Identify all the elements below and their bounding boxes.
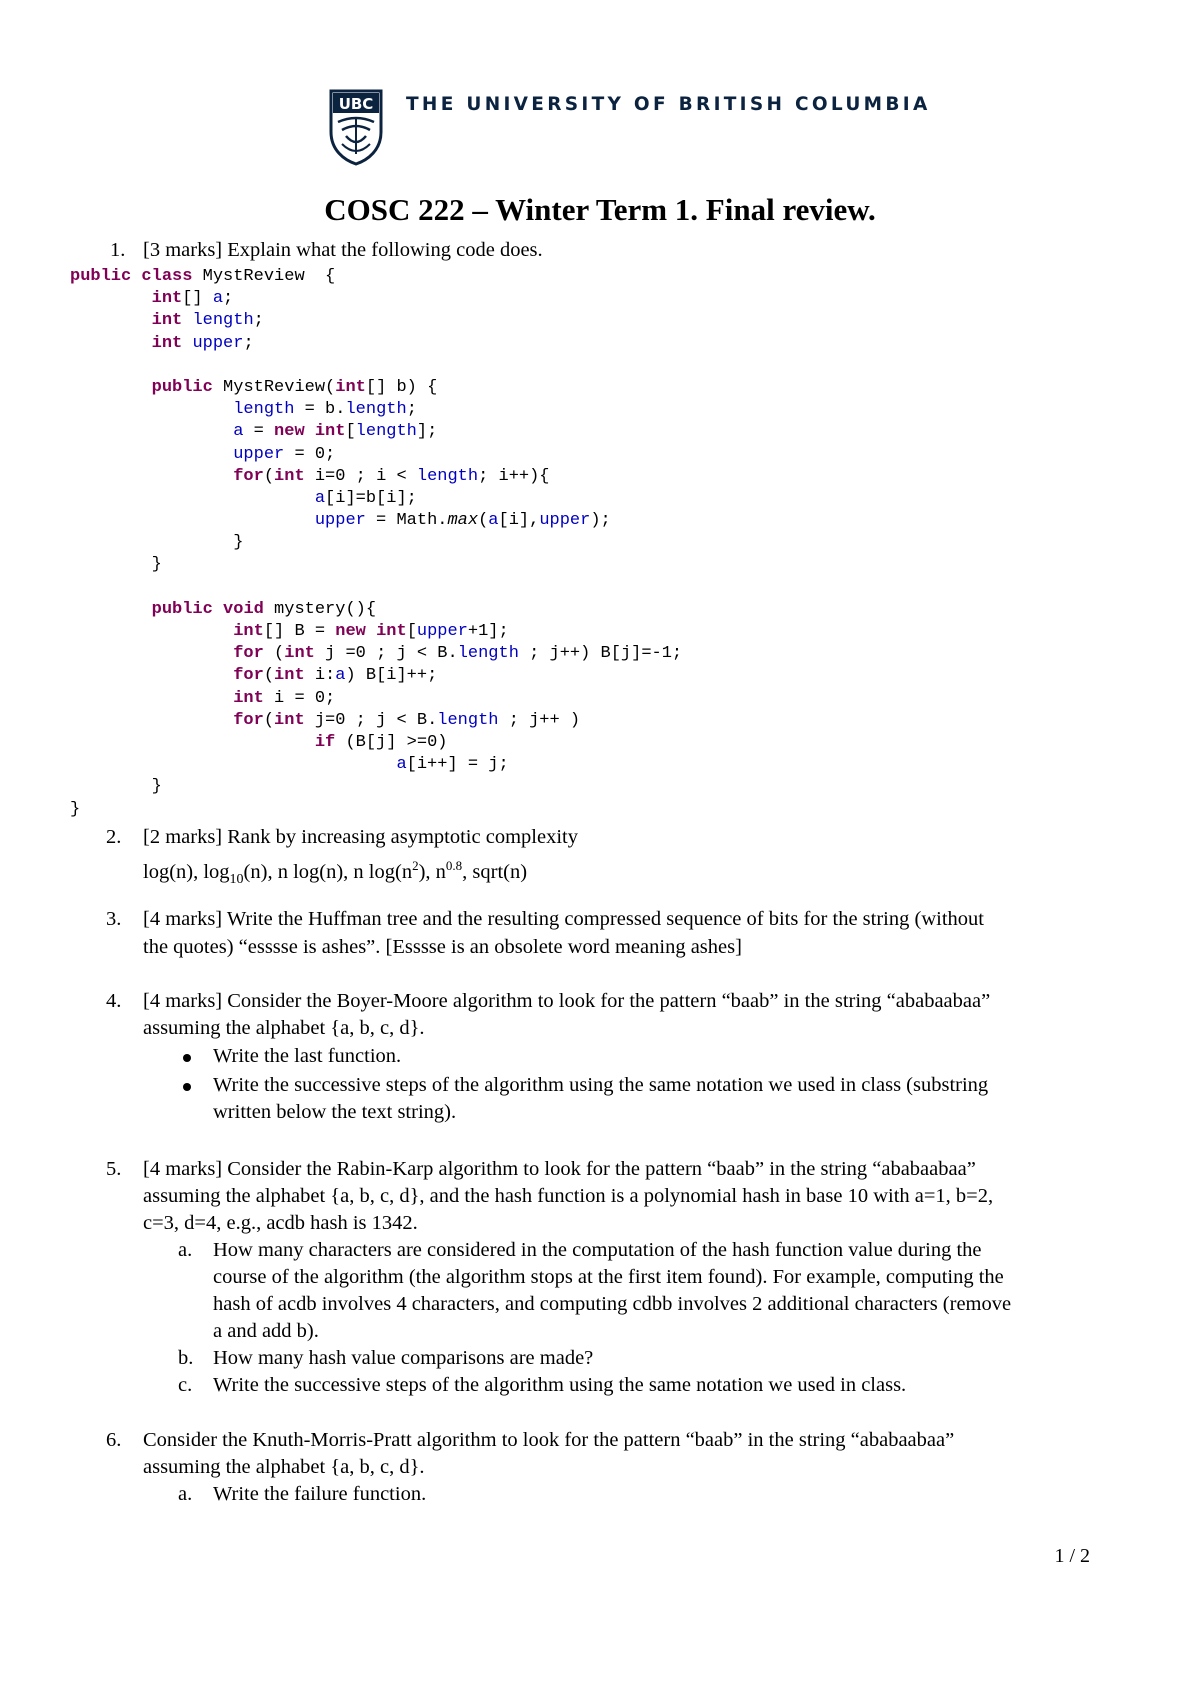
code-token: [i++] = j; xyxy=(406,755,509,775)
code-token: = xyxy=(243,422,275,442)
code-token: int xyxy=(274,466,305,486)
code-token xyxy=(70,400,233,419)
code-token: ); xyxy=(590,511,611,531)
code-line xyxy=(70,665,682,687)
code-token: for xyxy=(233,710,264,730)
code-listing xyxy=(70,266,682,821)
code-token: int xyxy=(274,666,305,686)
q5-b-label: b. xyxy=(178,1347,194,1369)
code-token: a xyxy=(396,755,407,775)
code-token: } xyxy=(70,777,162,797)
crest-text: UBC xyxy=(338,95,374,113)
code-token: a xyxy=(212,289,224,309)
code-token xyxy=(70,467,233,486)
code-token: for xyxy=(233,644,264,664)
code-token: ; j++ ) xyxy=(498,710,581,730)
code-token: = 0; xyxy=(284,444,336,464)
code-token: ; xyxy=(406,400,417,420)
code-token: ; xyxy=(243,333,254,353)
code-token: ; xyxy=(253,311,264,331)
q4-bullet2-line2: written below the text string). xyxy=(213,1101,457,1123)
code-token: = Math. xyxy=(365,511,448,531)
q2-f-mid2: ), n xyxy=(418,860,446,883)
code-token xyxy=(70,600,152,619)
code-token xyxy=(70,644,233,663)
code-token xyxy=(70,311,152,330)
q2-f-sub10: 10 xyxy=(229,871,244,887)
code-line xyxy=(70,377,682,399)
q2-f-end: , sqrt(n) xyxy=(462,860,528,883)
code-token: i=0 ; i < xyxy=(304,466,417,486)
q5-number: 5. xyxy=(106,1158,122,1180)
q5-a-line1: How many characters are considered in the computation of the hash function value during the xyxy=(213,1239,982,1261)
code-token: new int xyxy=(274,422,346,442)
code-token xyxy=(70,711,233,730)
q2-text: [2 marks] Rank by increasing asymptotic complexity xyxy=(143,826,578,848)
code-token: length xyxy=(233,400,295,420)
code-line xyxy=(70,444,682,466)
code-line xyxy=(70,532,682,554)
code-token: public xyxy=(151,377,213,397)
code-token: mystery(){ xyxy=(263,599,377,619)
code-token: length xyxy=(416,466,479,486)
q5-a-line3: hash of acdb involves 4 characters, and computing cdbb involves 2 additional characters (remove xyxy=(213,1293,1012,1315)
q1-number: 1. xyxy=(110,239,126,261)
code-token xyxy=(70,755,396,774)
code-token: } xyxy=(70,555,162,575)
code-line xyxy=(70,688,682,710)
code-token: ; xyxy=(223,289,234,309)
q2-f-sup2: 2 xyxy=(412,858,419,873)
code-token: ; i++){ xyxy=(478,466,550,486)
q2-f-mid: (n), n log(n), n log(n xyxy=(243,860,413,883)
q2-f-sup08: 0.8 xyxy=(445,858,463,873)
code-token: i = 0; xyxy=(263,688,336,708)
code-token: int xyxy=(151,289,183,309)
code-token: public class xyxy=(70,267,203,286)
code-token: int xyxy=(233,688,264,708)
code-token: = b. xyxy=(294,400,346,420)
code-line xyxy=(70,799,682,821)
q2-functions xyxy=(143,852,527,893)
code-line xyxy=(70,577,682,599)
code-token: length xyxy=(457,644,519,664)
q4-bullet2-line1: Write the successive steps of the algorithm using the same notation we used in class (substring xyxy=(213,1074,989,1096)
code-token: upper xyxy=(192,333,244,353)
code-line xyxy=(70,599,682,621)
code-token: ( xyxy=(263,666,275,686)
code-line xyxy=(70,643,682,665)
code-token: [] b) { xyxy=(365,377,438,397)
code-token: ; j++) B[j]=-1; xyxy=(518,644,683,664)
q6-line1: Consider the Knuth-Morris-Pratt algorithm to look for the pattern “baab” in the string “ababaabaa” xyxy=(143,1429,955,1451)
code-token: new int xyxy=(335,622,407,641)
code-token: ) B[i]++; xyxy=(345,666,438,686)
code-line xyxy=(70,488,682,510)
q4-bullet1: Write the last function. xyxy=(213,1045,402,1067)
q3-number: 3. xyxy=(106,908,122,930)
code-token xyxy=(70,689,233,708)
code-token: int xyxy=(335,377,366,397)
code-token: j=0 ; j < B. xyxy=(304,710,438,730)
code-line xyxy=(70,466,682,488)
code-token: a xyxy=(335,666,346,686)
code-token: max xyxy=(447,511,479,531)
code-token: length xyxy=(437,710,499,730)
code-line xyxy=(70,710,682,732)
page-title: COSC 222 – Winter Term 1. Final review. xyxy=(324,192,876,227)
code-token: MystReview( xyxy=(212,377,336,397)
q5-a-label: a. xyxy=(178,1239,193,1261)
code-token: upper xyxy=(233,444,285,464)
code-token xyxy=(70,445,233,464)
code-token xyxy=(70,422,233,441)
code-token: int xyxy=(151,333,183,353)
code-line xyxy=(70,776,682,798)
code-token: a xyxy=(233,422,244,442)
code-token: int xyxy=(274,710,305,730)
university-name: THE UNIVERSITY OF BRITISH COLUMBIA xyxy=(406,94,931,115)
code-line xyxy=(70,732,682,754)
page-number: 1 / 2 xyxy=(1054,1545,1090,1567)
code-line xyxy=(70,310,682,332)
q4-line2: assuming the alphabet {a, b, c, d}. xyxy=(143,1017,425,1039)
code-line xyxy=(70,621,682,643)
code-token: for xyxy=(233,466,264,486)
code-token: length xyxy=(355,422,417,442)
code-token: i: xyxy=(304,666,336,686)
q2-f-log: log(n), log xyxy=(143,860,230,883)
code-token: } xyxy=(70,799,81,819)
code-token: } xyxy=(70,533,244,553)
code-line xyxy=(70,355,682,377)
q5-c-line1: Write the successive steps of the algorithm using the same notation we used in class. xyxy=(213,1374,907,1396)
code-token: [] B = xyxy=(263,622,336,641)
code-line xyxy=(70,554,682,576)
code-token: a xyxy=(488,511,499,531)
code-token: length xyxy=(345,400,407,420)
q5-c-label: c. xyxy=(178,1374,193,1396)
university-header xyxy=(328,88,931,166)
code-token: [i], xyxy=(498,511,540,531)
code-token: [] xyxy=(182,289,213,309)
q5-line2: assuming the alphabet {a, b, c, d}, and the hash function is a polynomial hash in base 10 with a=1, b=2, xyxy=(143,1185,994,1207)
code-token: length xyxy=(192,311,254,331)
code-token: upper xyxy=(314,511,366,531)
code-token xyxy=(70,666,233,685)
code-token: (B[j] >=0) xyxy=(335,732,448,752)
code-token: [i]=b[i]; xyxy=(325,488,417,508)
code-token xyxy=(70,489,315,508)
q5-a-line4: a and add b). xyxy=(213,1320,319,1342)
code-token: MystReview { xyxy=(202,267,336,286)
code-token: public void xyxy=(151,599,264,619)
code-token xyxy=(70,289,152,308)
code-token: int xyxy=(151,311,183,331)
code-line xyxy=(70,399,682,421)
q5-a-line2: course of the algorithm (the algorithm stops at the first item found). For example, computing the xyxy=(213,1266,1004,1288)
code-line xyxy=(70,333,682,355)
code-line xyxy=(70,421,682,443)
code-token: j =0 ; j < B. xyxy=(314,644,458,664)
code-token: ( xyxy=(263,710,275,730)
q4-line1: [4 marks] Consider the Boyer-Moore algorithm to look for the pattern “baab” in the string “ababaabaa” xyxy=(143,990,991,1012)
code-line xyxy=(70,510,682,532)
ubc-crest-logo xyxy=(328,88,384,166)
code-token: ( xyxy=(263,466,275,486)
code-token: if xyxy=(314,732,336,752)
code-token: int xyxy=(284,644,315,664)
code-token: for xyxy=(233,666,264,686)
q5-line1: [4 marks] Consider the Rabin-Karp algorithm to look for the pattern “baab” in the string “ababaabaa” xyxy=(143,1158,976,1180)
code-token xyxy=(182,334,192,353)
code-token: +1]; xyxy=(467,622,509,641)
code-token: int xyxy=(233,622,264,641)
code-token xyxy=(182,311,192,330)
q6-a-line1: Write the failure function. xyxy=(213,1483,427,1505)
code-token: ]; xyxy=(416,422,438,442)
q6-a-label: a. xyxy=(178,1483,193,1505)
q3-line1: [4 marks] Write the Huffman tree and the resulting compressed sequence of bits for the string (without xyxy=(143,908,984,930)
code-line xyxy=(70,288,682,310)
code-token: ( xyxy=(478,511,489,531)
code-line xyxy=(70,266,682,288)
code-token xyxy=(70,733,315,752)
bullet-icon xyxy=(183,1083,191,1091)
code-token xyxy=(70,334,152,353)
code-token xyxy=(70,378,152,397)
code-line xyxy=(70,754,682,776)
q6-number: 6. xyxy=(106,1429,122,1451)
code-token xyxy=(70,511,315,530)
q4-number: 4. xyxy=(106,990,122,1012)
code-token: [ xyxy=(406,622,417,641)
code-token: a xyxy=(314,488,326,508)
q6-line2: assuming the alphabet {a, b, c, d}. xyxy=(143,1456,425,1478)
q5-b-line1: How many hash value comparisons are made? xyxy=(213,1347,594,1369)
q2-number: 2. xyxy=(106,826,122,848)
bullet-icon xyxy=(183,1054,191,1062)
code-token: [ xyxy=(345,422,356,442)
code-token xyxy=(70,622,233,641)
q3-line2: the quotes) “esssse is ashes”. [Esssse is an obsolete word meaning ashes] xyxy=(143,936,742,958)
q1-text: [3 marks] Explain what the following code does. xyxy=(143,239,543,261)
code-token: upper xyxy=(416,622,468,641)
code-token: upper xyxy=(539,511,591,531)
q5-line3: c=3, d=4, e.g., acdb hash is 1342. xyxy=(143,1212,418,1234)
code-token: ( xyxy=(263,644,285,664)
